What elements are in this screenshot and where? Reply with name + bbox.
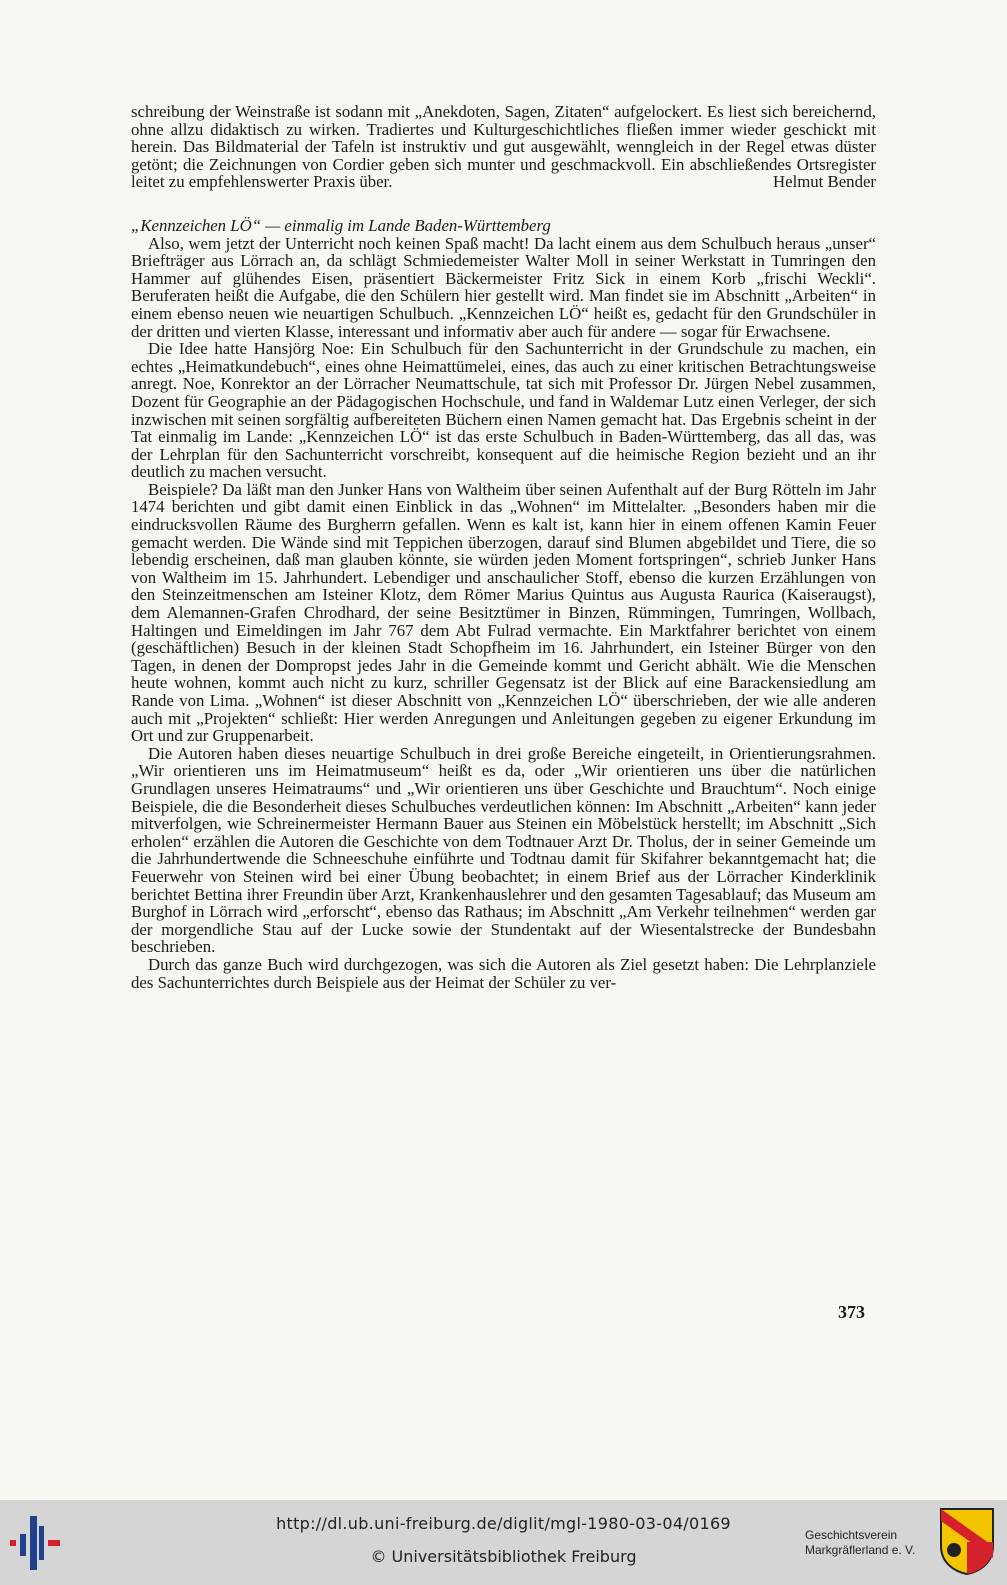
paragraph-2: Die Idee hatte Hansjörg Noe: Ein Schulbuch für den Sachunterricht in der Grundschule zu machen, ein echtes „Heimatkundebuch“, eines ohne Heimattümelei, eines, das auch zu einer kritischen Betrachtungsweise anregt. Noe, Konrektor an der Lörracher Neumattschule, tat sich mit Professor Dr. Jürgen Nebel zusammen, Dozent für Geographie an der Pädagogischen Hochschule, und fand in Waldemar Lutz einen Verleger, der sich inzwischen mit seinen sorgfältig aufbereiteten Büchern einen Namen gemacht hat. Das Ergebnis scheint in der Tat einmalig im Lande: „Kennzeichen LÖ“ ist das erste Schulbuch in Baden-Württemberg, das all das, was der Lehrplan für den Sachunterricht vorschreibt, konsequent auf die heimische Region bezieht und an ihr deutlich zu machen versucht. bbox=[131, 339, 876, 482]
society-name bbox=[805, 1528, 915, 1558]
paragraph-1: Also, wem jetzt der Unterricht noch keinen Spaß macht! Da lacht einem aus dem Schulbuch heraus „unser“ Briefträger aus Lörrach an, da schlägt Schmiedemeister Walter Moll in seiner Werkstatt in Tumringen den Hammer auf glühendes Eisen, präsentiert Bäckermeister Fritz Sick in einem Korb „frischi Weckli“. Beruferaten heißt die Aufgabe, die den Schülern hier gestellt wird. Man findet sie im Abschnitt „Arbeiten“ in einem ebenso neuen wie neuartigen Schulbuch. „Kennzeichen LÖ“ heißt es, gedacht für den Grundschüler in der dritten und vierten Klasse, interessant und informativ aber auch für andere — sogar für Erwachsene. bbox=[131, 233, 876, 341]
intro-paragraph: schreibung der Weinstraße ist sodann mit „Anekdoten, Sagen, Zitaten“ aufgelockert. Es liest sich bereichernd, ohne allzu didaktisch zu wirken. Tradiertes und Kulturgeschichtliches fließen immer wieder geschickt mit herein. Das Bildmaterial der Tafeln ist instruktiv und gut ausgewählt, wenngleich in der Regel etwas düster getönt; die Zeichnungen von Cordier geben sich munter und geschmackvoll. Ein abschließendes Ortsregister leitet zu empfehlenswerter Praxis über. Helmut Bender bbox=[131, 102, 876, 192]
paragraph-3: Beispiele? Da läßt man den Junker Hans von Waltheim über seinen Aufenthalt auf der Burg Rötteln im Jahr 1474 berichten und gibt damit einen Einblick in das „Wohnen“ im Mittelalter. „Besonders haben mir die eindrucksvollen Räume des Burgherrn gefallen. Wenn es kalt ist, kann hier in einem offenen Kamin Feuer gemacht werden. Die Wände sind mit Teppichen überzogen, darauf sind Blumen abgebildet und Tiere, die so lebendig erscheinen, daß man glauben könnte, sie würden jeden Moment fortspringen“, schrieb Junker Hans von Waltheim im 15. Jahrhundert. Lebendiger und anschaulicher Stoff, ebenso die kurzen Erzählungen von den Steinzeitmenschen am Isteiner Klotz, dem Römer Marius Quintus aus Augusta Raurica (Kaiseraugst), dem Alemannen-Grafen Chrodhard, der seine Besitztümer in Binzen, Rümmingen, Tumringen, Wollbach, Haltingen und Eimeldingen im Jahr 767 dem Abt Fulrad vermachte. Ein Marktfahrer berichtet von einem (geschäftlichen) Besuch in der kleinen Stadt Schopfheim im 16. Jahrhundert, ein Isteiner Bürger von den Tagen, in denen der Dompropst jedes Jahr in die Gemeinde kommt und Gericht abhält. Wie die Menschen heute wohnen, kommt auch nicht zu kurz, schriller Gegensatz ist der Blick auf eine Barackensiedlung am Rande von Lima. „Wohnen“ ist dieser Abschnitt von „Kennzeichen LÖ“ überschrieben, der wie alle anderen auch mit „Projekten“ schließt: Hier werden Anregungen und Anleitungen gegeben zu eigener Erkundung im Ort und zur Gruppenarbeit. bbox=[131, 479, 876, 746]
society-line-2: Markgräflerland e. V. bbox=[805, 1543, 916, 1557]
copyright-notice: © Universitätsbibliothek Freiburg bbox=[370, 1547, 637, 1566]
coat-of-arms-crest-icon bbox=[938, 1506, 996, 1576]
paragraph-5: Durch das ganze Buch wird durchgezogen, was sich die Autoren als Ziel gesetzt haben: Die Lehrplanziele des Sachunterrichtes durch Beispiele aus der Heimat der Schüler zu ver- bbox=[131, 954, 876, 992]
page-number: 373 bbox=[838, 1302, 865, 1322]
paragraph-4: Die Autoren haben dieses neuartige Schulbuch in drei große Bereiche eingeteilt, in Orientierungsrahmen. „Wir orientieren uns im Heimatmuseum“ heißt es da, oder „Wir orientieren uns über die natürlichen Grundlagen unseres Heimatraums“ und „Wir orientieren uns über Geschichte und Brauchtum“. Noch einige Beispiele, die die Besonderheit dieses Schulbuches verdeutlichen können: Im Abschnitt „Arbeiten“ kann jeder mitverfolgen, wie Schreinermeister Hermann Bauer aus Steinen ein Möbelstück herstellt; im Abschnitt „Sich erholen“ erzählen die Autoren die Geschichte von dem Todtnauer Arzt Dr. Tholus, der in seiner Gemeinde um die Jahrhundertwende die Schneeschuhe einführte und Todtnau damit für Skifahrer bekanntgemacht hat; die Feuerwehr von Steinen wird bei einer Übung beobachtet; in einem Brief aus der Lörracher Kinderklinik berichtet Bettina ihrer Freundin über Arzt, Krankenhauslehrer und den gesamten Tagesablauf; das Museum am Burghof in Lörrach wird „erforscht“, ebenso das Rathaus; im Abschnitt „Am Verkehr teilnehmen“ werden gar der morgendliche Stau auf der Lucke sowie der Stundentakt auf der Wiesentalstrecke der Bundesbahn beschrieben. bbox=[131, 743, 876, 957]
article-heading: „Kennzeichen LÖ“ — einmalig im Lande Baden-Württemberg bbox=[131, 215, 551, 235]
society-line-1: Geschichtsverein bbox=[805, 1528, 898, 1542]
source-url[interactable]: http://dl.ub.uni-freiburg.de/diglit/mgl-1980-03-04/0169 bbox=[276, 1514, 731, 1533]
signature: Helmut Bender bbox=[773, 172, 876, 192]
footer-bar bbox=[0, 1500, 1007, 1585]
text-column bbox=[131, 103, 876, 991]
